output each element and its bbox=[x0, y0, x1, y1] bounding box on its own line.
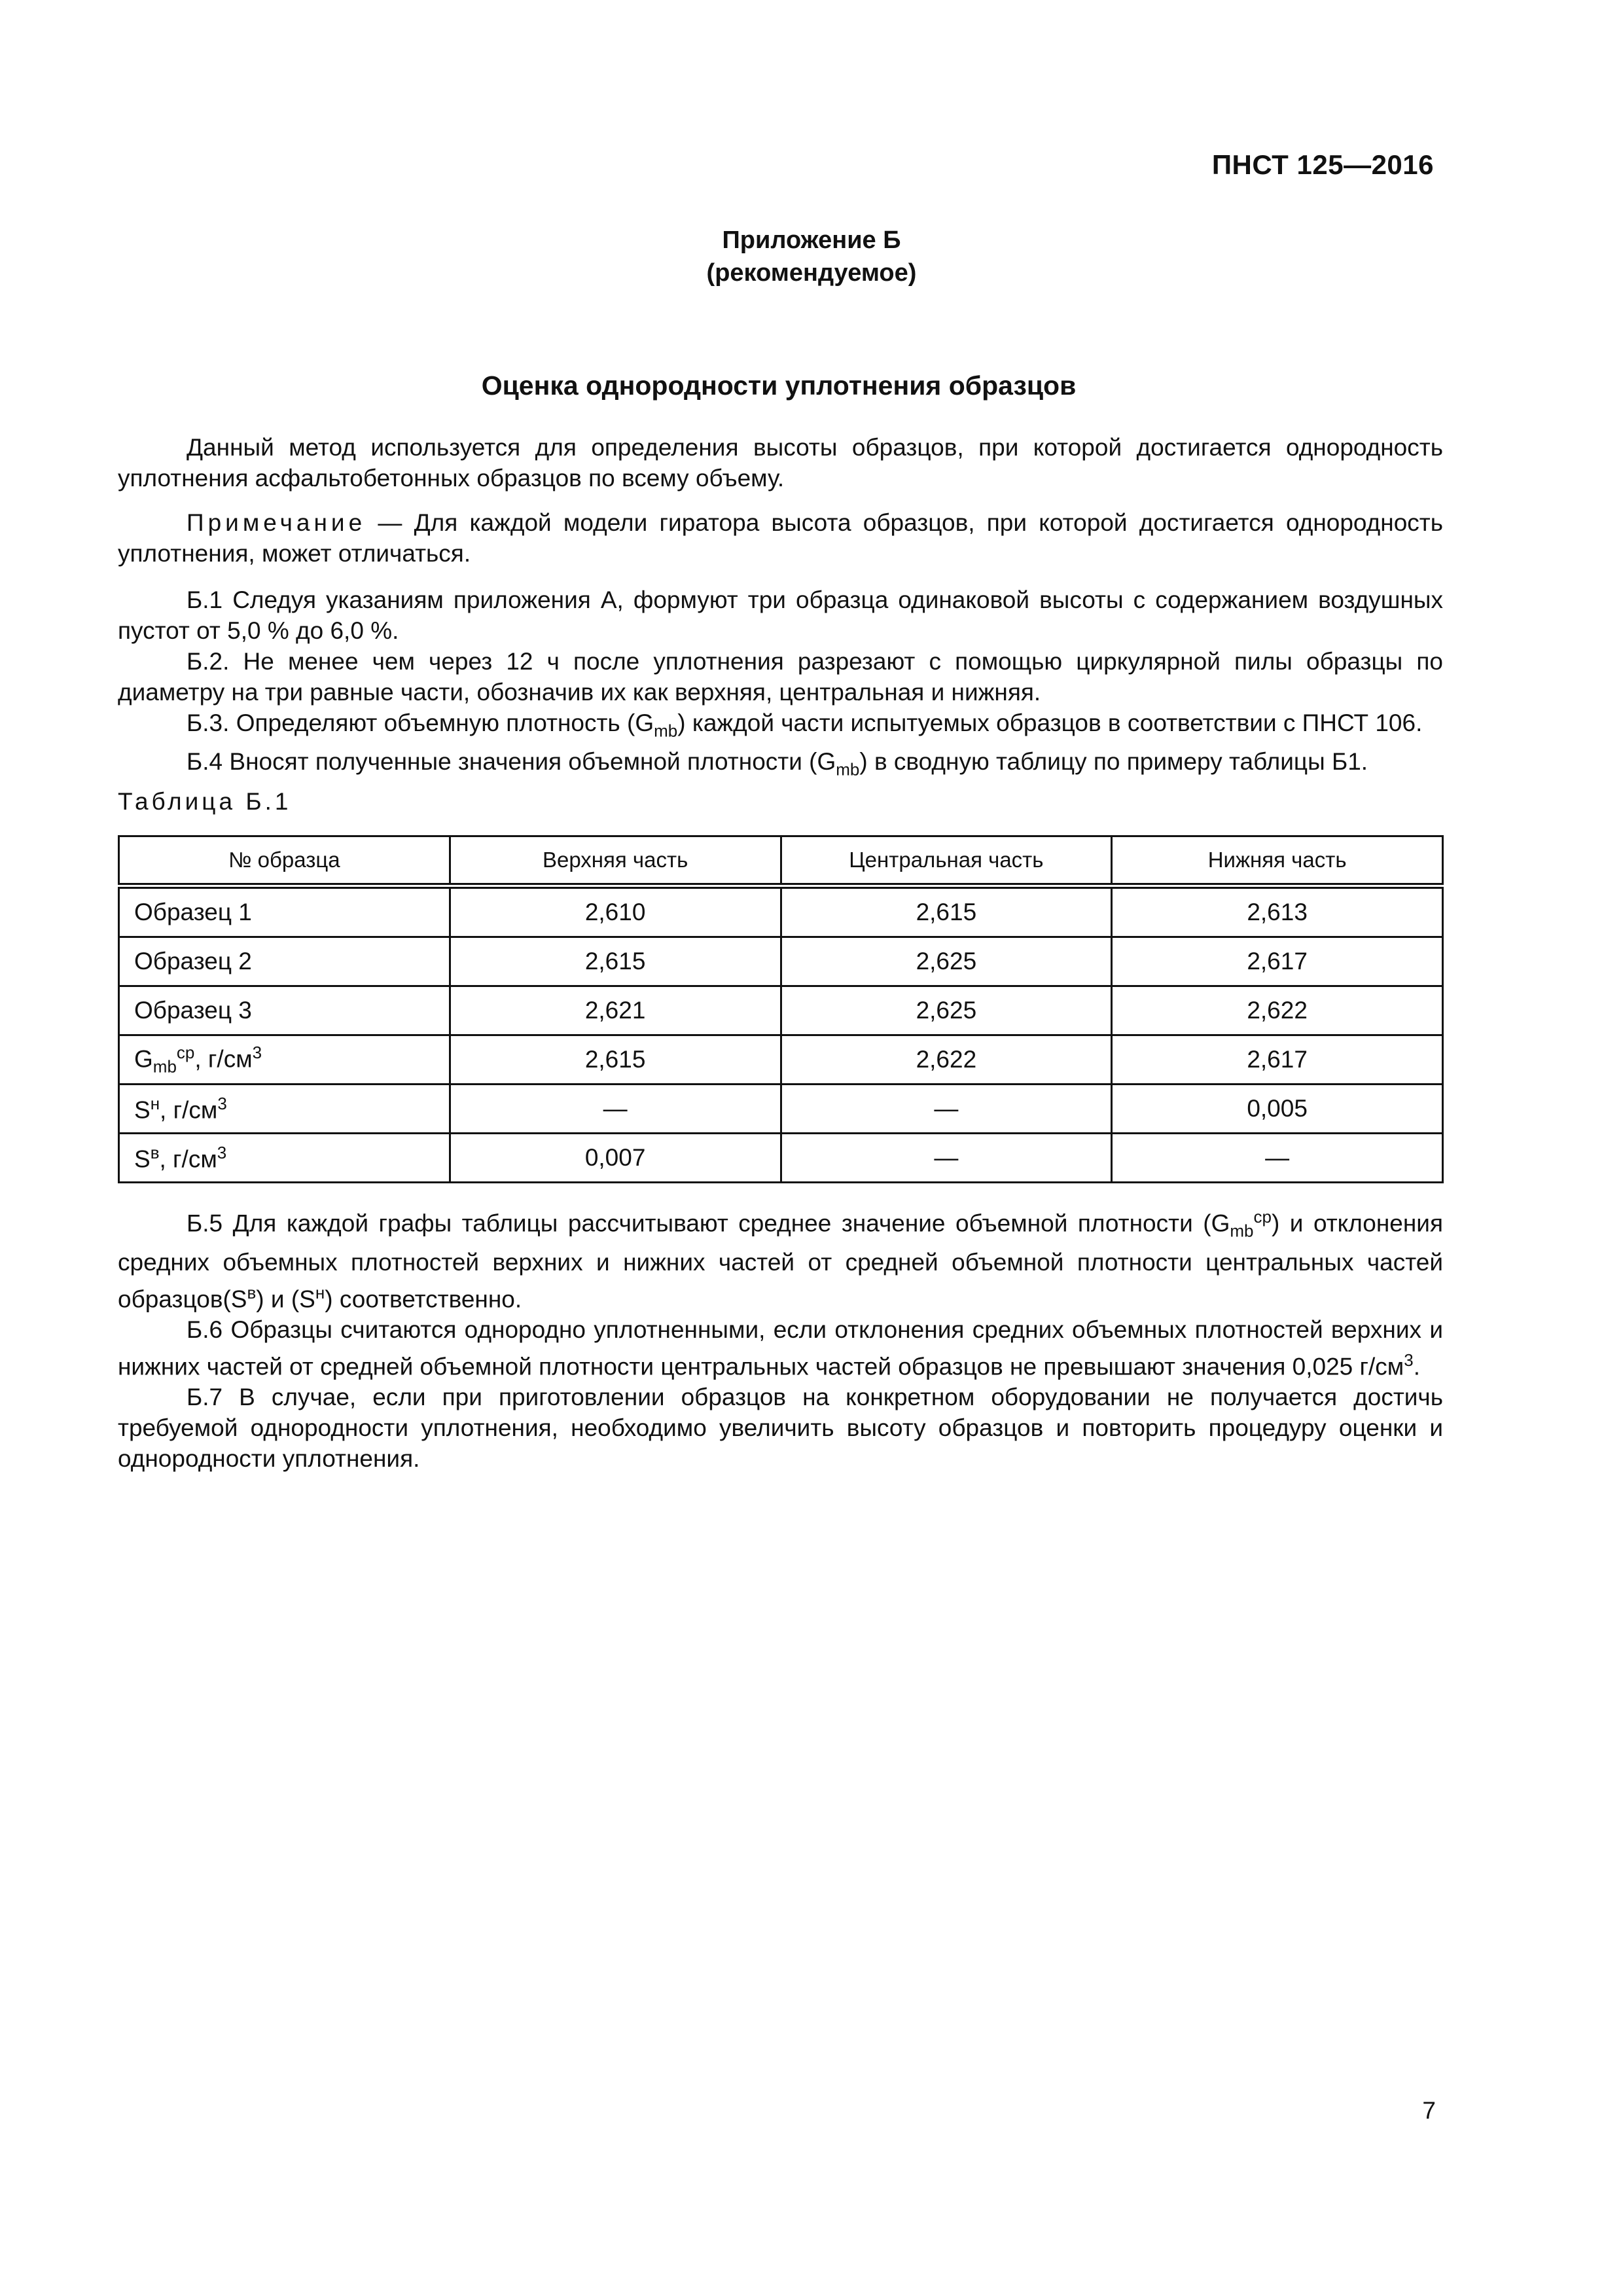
note-label: Примечание bbox=[187, 509, 366, 536]
table-cell: 2,615 bbox=[781, 886, 1112, 937]
row-label: Образец 2 bbox=[119, 937, 450, 986]
table-header-cell: Верхняя часть bbox=[450, 836, 781, 886]
table-cell: 2,621 bbox=[450, 986, 781, 1035]
table-row bbox=[119, 1085, 1443, 1134]
table-header-cell: Нижняя часть bbox=[1112, 836, 1443, 886]
density-table bbox=[118, 835, 1444, 1183]
table-cell: 2,615 bbox=[450, 1035, 781, 1085]
intro-paragraph bbox=[118, 432, 1443, 493]
section-title: Оценка однородности уплотнения образцов bbox=[481, 370, 1077, 401]
clause-b6: Б.6 Образцы считаются однородно уплотненными, если отклонения средних объемных плотностей верхних и нижних частей от средней объемной плотности центральных частей образцов не превышают значения 0,025 $г/см^3$. bbox=[118, 1316, 1443, 1380]
clause-b1: Б.1 Следуя указаниям приложения А, формуют три образца одинаковой высоты с содержанием воздушных пустот от 5,0 % до 6,0 %. bbox=[118, 586, 1443, 644]
table-cell: 2,617 bbox=[1112, 1035, 1443, 1085]
table-cell: 2,610 bbox=[450, 886, 781, 937]
table-cell: 2,625 bbox=[781, 986, 1112, 1035]
clause-b7: Б.7 В случае, если при приготовлении образцов на конкретном оборудовании не получается достичь требуемой однородности уплотнения, необходимо увеличить высоту образцов и повторить процедуру оценки и однородности уплотнения. bbox=[118, 1384, 1443, 1473]
appendix-title: Приложение Б bbox=[722, 226, 901, 254]
table-caption: Таблица Б.1 bbox=[118, 788, 292, 815]
table-cell: 2,613 bbox=[1112, 886, 1443, 937]
table-cell: 2,617 bbox=[1112, 937, 1443, 986]
clauses-top bbox=[118, 584, 1443, 785]
table-cell: — bbox=[781, 1134, 1112, 1183]
intro-text: Данный метод используется для определения высоты образцов, при которой достигается однородность уплотнения асфальтобетонных образцов по всему объему. bbox=[118, 434, 1443, 492]
document-code: ПНСТ 125—2016 bbox=[1211, 149, 1434, 180]
clause-b4: Б.4 Вносят полученные значения объемной плотности $(G_{mb})$ в сводную таблицу по примеру таблицы Б1. bbox=[187, 748, 1368, 780]
row-label: Образец 1 bbox=[119, 886, 450, 937]
table-cell: — bbox=[1112, 1134, 1443, 1183]
appendix-status: (рекомендуемое) bbox=[706, 259, 917, 287]
row-label: Образец 3 bbox=[119, 986, 450, 1035]
note-paragraph bbox=[118, 507, 1443, 569]
note-body: — Для каждой модели гиратора высота образцов, при которой достигается однородность уплотнения, может отличаться. bbox=[118, 509, 1443, 567]
table-row bbox=[119, 886, 1443, 937]
row-label: $S^н$, $г/см^3$ bbox=[119, 1085, 450, 1134]
table-cell: 2,615 bbox=[450, 937, 781, 986]
clause-b2: Б.2. Не менее чем через 12 ч после уплотнения разрезают с помощью циркулярной пилы образцы по диаметру на три равные части, обозначив их как верхняя, центральная и нижняя. bbox=[118, 648, 1443, 706]
row-label: $G_{mb}^{ср}$, $г/см^3$ bbox=[119, 1035, 450, 1085]
table-cell: 2,625 bbox=[781, 937, 1112, 986]
table-cell: 2,622 bbox=[1112, 986, 1443, 1035]
table-row bbox=[119, 1035, 1443, 1085]
table-row bbox=[119, 986, 1443, 1035]
table-header-cell: Центральная часть bbox=[781, 836, 1112, 886]
clause-b3: Б.3. Определяют объемную плотность $(G_{mb})$ каждой части испытуемых образцов в соответствии с ПНСТ 106. bbox=[187, 709, 1423, 741]
clauses-bottom bbox=[118, 1202, 1443, 1474]
row-label: $S^в$, $г/см^3$ bbox=[119, 1134, 450, 1183]
table-header-cell: № образца bbox=[119, 836, 450, 886]
clause-b5: Б.5 Для каждой графы таблицы рассчитывают среднее значение объемной плотности $(G_{mb}^{ср})$ и отклонения средних объемных плотностей верхних и нижних частей от средней объемной плотности центральных частей $образцов(S^в)$ и $(S^н)$ соответственно. bbox=[118, 1207, 1443, 1313]
table-cell: 2,622 bbox=[781, 1035, 1112, 1085]
table-cell: — bbox=[781, 1085, 1112, 1134]
table-row bbox=[119, 1134, 1443, 1183]
table-header-row bbox=[119, 836, 1443, 886]
page-number: 7 bbox=[1422, 2097, 1436, 2124]
table-row bbox=[119, 937, 1443, 986]
table-cell: 0,005 bbox=[1112, 1085, 1443, 1134]
note-text bbox=[118, 507, 1443, 569]
table-cell: — bbox=[450, 1085, 781, 1134]
table-cell: 0,007 bbox=[450, 1134, 781, 1183]
